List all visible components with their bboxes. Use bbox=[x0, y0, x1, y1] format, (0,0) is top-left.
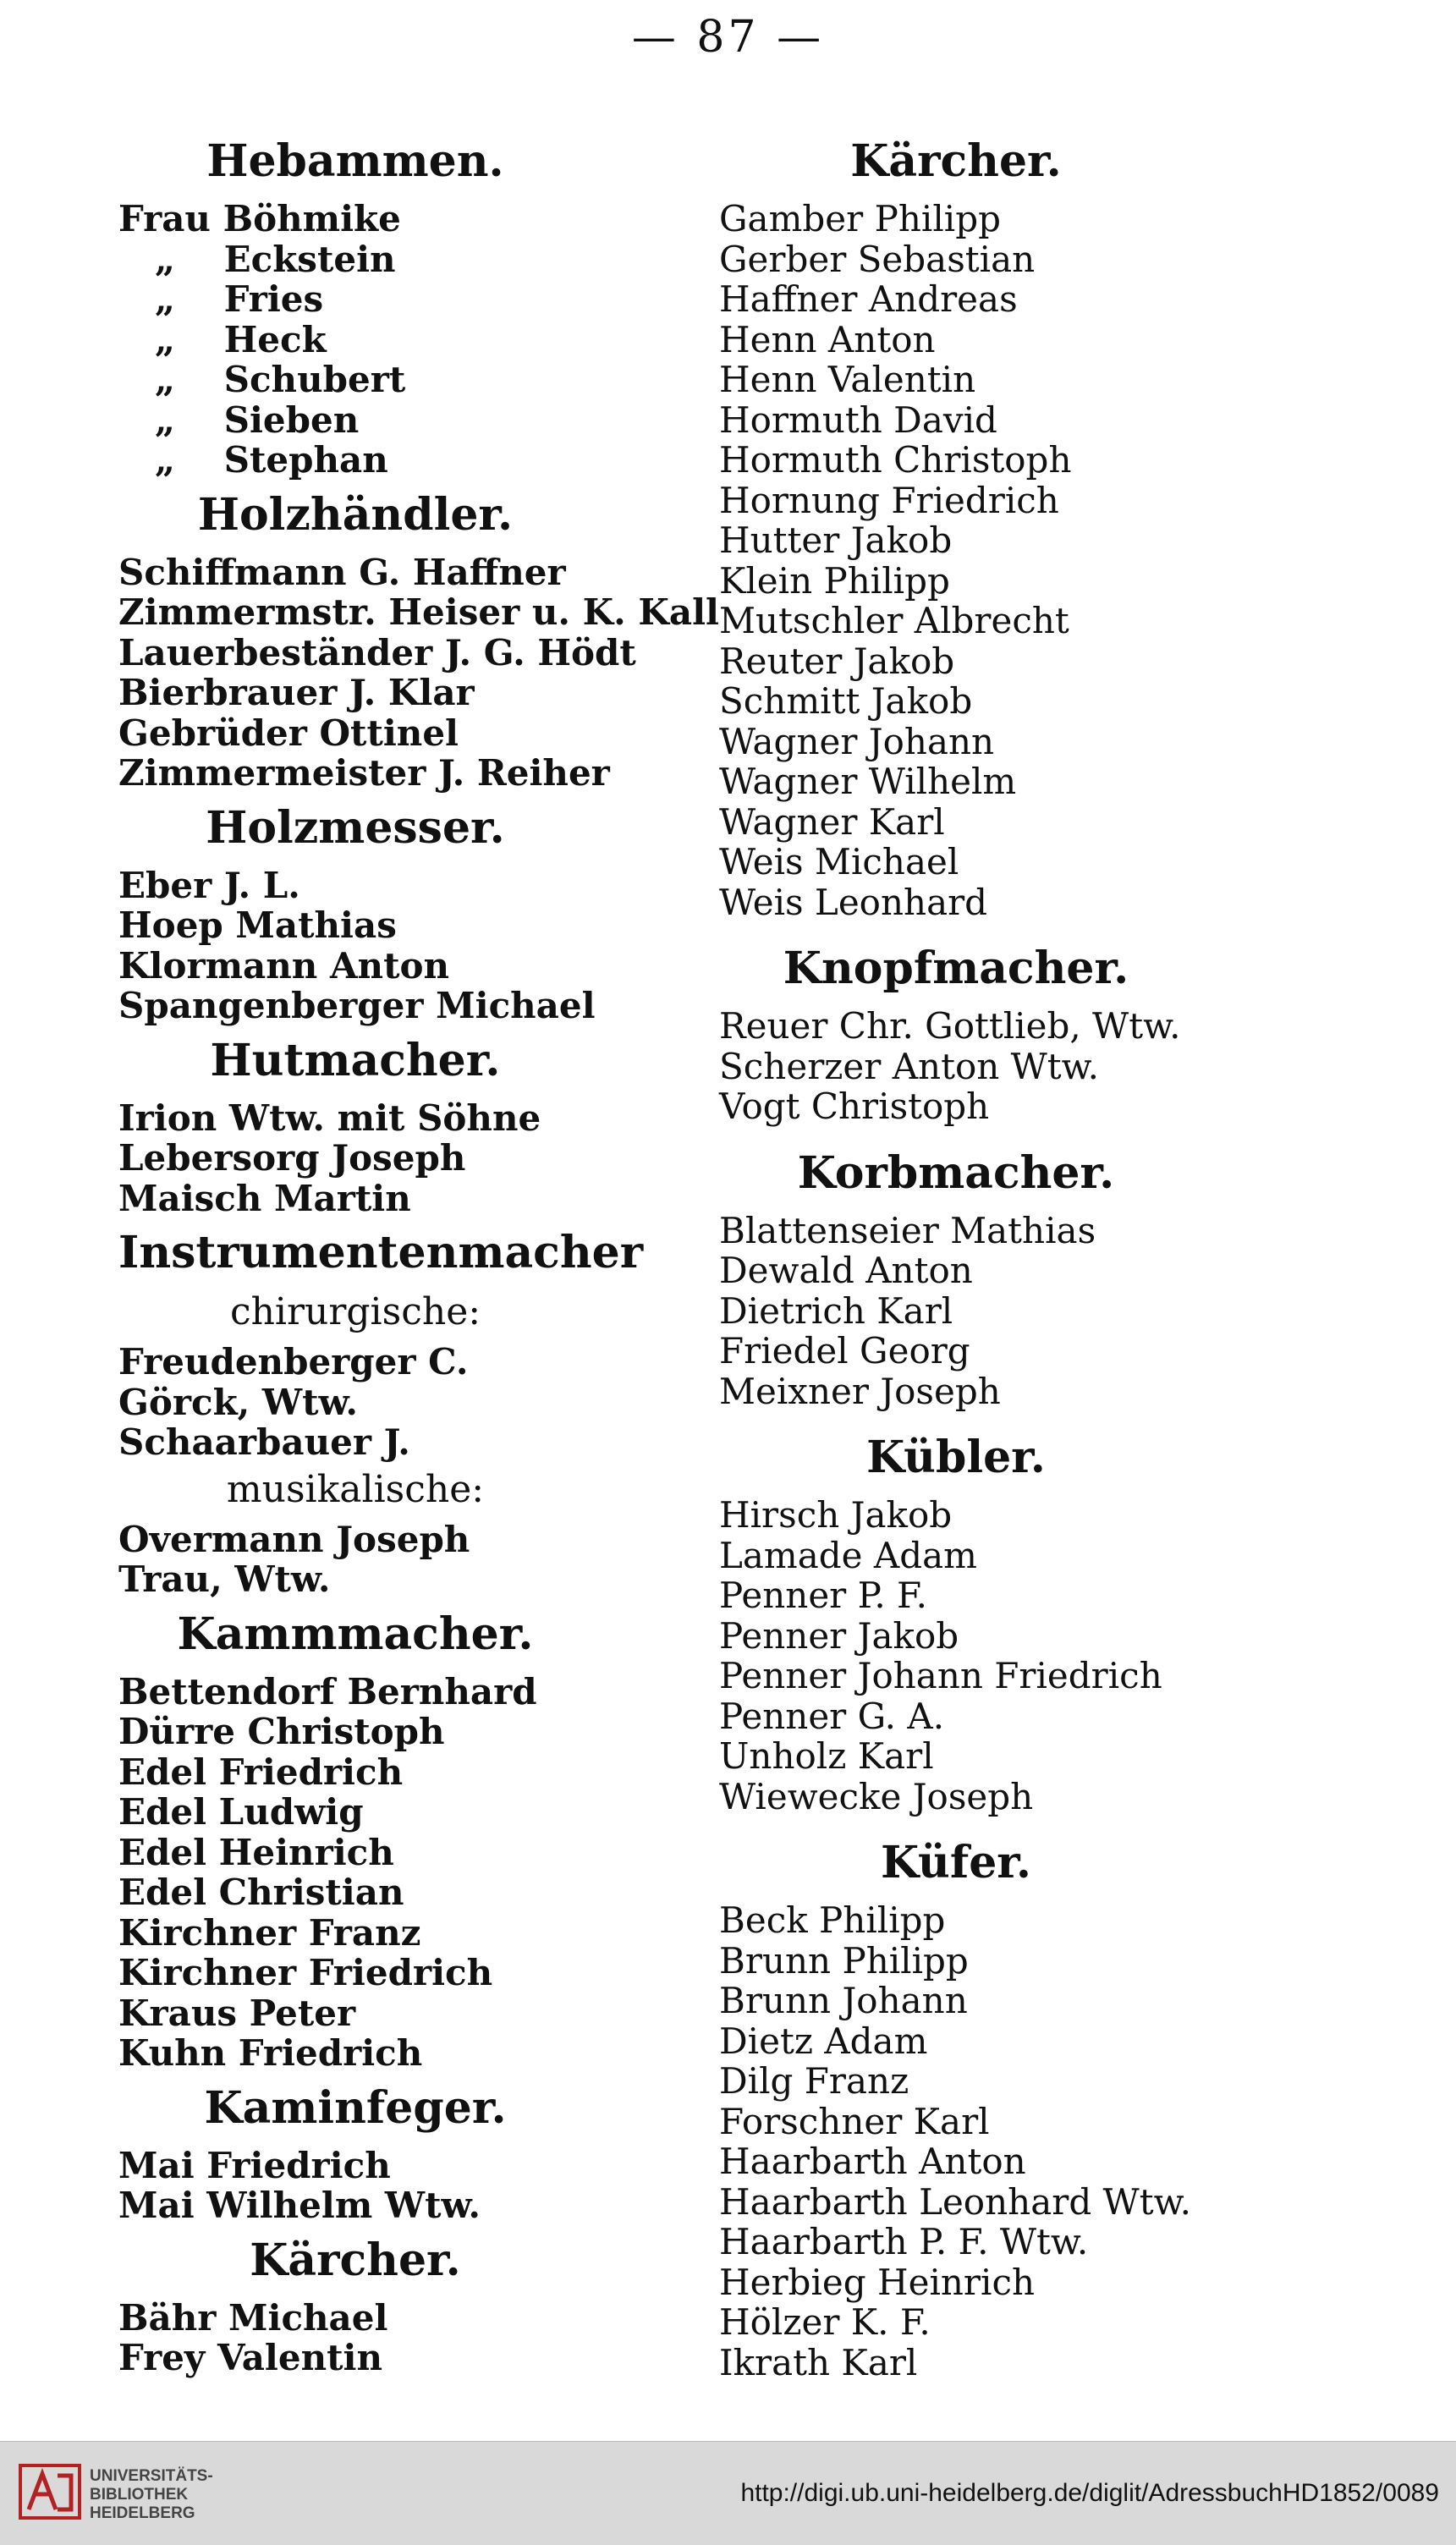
page-number: — 87 — bbox=[631, 12, 825, 63]
list-item: Haffner Andreas bbox=[719, 278, 1018, 320]
entry-list bbox=[719, 1211, 1311, 1412]
list-item: Herbieg Heinrich bbox=[719, 2261, 1036, 2303]
list-item: Eber J. L. bbox=[118, 864, 300, 906]
list-item: Meixner Joseph bbox=[719, 1370, 1001, 1412]
source-url-link[interactable]: http://digi.ub.uni-heidelberg.de/diglit/AdressbuchHD1852/0089 bbox=[740, 2479, 1439, 2507]
section-heading: Knopfmacher. bbox=[783, 943, 1129, 994]
list-item: Weis Michael bbox=[719, 841, 959, 882]
list-item: Wagner Wilhelm bbox=[719, 761, 1017, 802]
list-item: Reuter Jakob bbox=[719, 640, 955, 682]
list-item: Forschner Karl bbox=[719, 2100, 990, 2142]
list-item: Dilg Franz bbox=[719, 2060, 909, 2102]
ditto-mark: „ bbox=[154, 439, 176, 481]
entry-list bbox=[118, 1672, 711, 2074]
list-item: Lamade Adam bbox=[719, 1534, 977, 1576]
ditto-mark: „ bbox=[154, 359, 176, 400]
list-item: Hoep Mathias bbox=[118, 904, 397, 946]
section-heading: Hutmacher. bbox=[210, 1034, 501, 1086]
entry-name: Schubert bbox=[223, 359, 406, 400]
entry-list bbox=[118, 199, 711, 481]
library-footer bbox=[0, 2441, 1456, 2545]
entry-name: Fries bbox=[223, 278, 324, 320]
list-item: Frey Valentin bbox=[118, 2337, 383, 2378]
entry-list bbox=[719, 199, 1311, 922]
right-column bbox=[719, 127, 1311, 2383]
list-item: Hormuth David bbox=[719, 399, 997, 441]
list-item: Hormuth Christoph bbox=[719, 439, 1072, 481]
section-heading: Instrumentenmacher bbox=[118, 1227, 644, 1278]
ditto-mark: „ bbox=[154, 278, 176, 320]
list-item: Trau, Wtw. bbox=[118, 1558, 331, 1600]
section-heading: Kaminfeger. bbox=[204, 2081, 507, 2134]
list-item: Wagner Johann bbox=[719, 720, 995, 762]
list-item: Hornung Friedrich bbox=[719, 479, 1059, 521]
list-item: Brunn Philipp bbox=[719, 1939, 969, 1982]
entry-list bbox=[118, 2146, 711, 2226]
list-item: Lauerbeständer J. G. Hödt bbox=[118, 631, 636, 673]
entry-list bbox=[118, 1520, 711, 1600]
list-item: Gamber Philipp bbox=[719, 198, 1001, 239]
list-item: Dewald Anton bbox=[719, 1250, 973, 1291]
list-item bbox=[118, 320, 711, 360]
section-heading: Holzhändler. bbox=[197, 488, 514, 541]
entry-list bbox=[118, 1342, 711, 1463]
entry-list bbox=[118, 1098, 711, 1219]
list-item: Schmitt Jakob bbox=[719, 680, 973, 722]
list-item: Maisch Martin bbox=[118, 1177, 411, 1219]
list-item: Wiewecke Joseph bbox=[719, 1775, 1034, 1817]
list-item: Klormann Anton bbox=[118, 944, 450, 987]
list-item bbox=[118, 279, 711, 320]
section-heading: Kübler. bbox=[866, 1432, 1046, 1483]
entry-name: Stephan bbox=[223, 439, 388, 481]
list-item: Spangenberger Michael bbox=[118, 985, 596, 1026]
list-item: Kirchner Friedrich bbox=[118, 1952, 493, 1993]
list-item: Irion Wtw. mit Söhne bbox=[118, 1097, 541, 1139]
section-heading: Hebammen. bbox=[206, 135, 504, 187]
section-heading: Korbmacher. bbox=[797, 1146, 1115, 1199]
list-item: Bettendorf Bernhard bbox=[118, 1670, 537, 1712]
list-item: Weis Leonhard bbox=[719, 881, 988, 923]
list-item bbox=[118, 239, 711, 280]
list-item: Lebersorg Joseph bbox=[118, 1137, 466, 1179]
list-item: Bähr Michael bbox=[118, 2296, 388, 2339]
entry-name: Böhmike bbox=[223, 198, 401, 239]
list-item: Zimmermeister J. Reiher bbox=[118, 752, 610, 794]
list-item: Kirchner Franz bbox=[118, 1911, 421, 1954]
left-column bbox=[118, 127, 719, 2378]
list-item: Haarbarth Anton bbox=[719, 2141, 1026, 2182]
list-item: Vogt Christoph bbox=[719, 1086, 990, 1127]
list-item: Reuer Chr. Gottlieb, Wtw. bbox=[719, 1005, 1181, 1047]
entry-name: Sieben bbox=[223, 399, 360, 441]
section-heading: Küfer. bbox=[880, 1837, 1032, 1888]
list-item: Penner Johann Friedrich bbox=[719, 1655, 1162, 1696]
list-item: Haarbarth P. F. Wtw. bbox=[719, 2221, 1089, 2262]
section-heading: Kärcher. bbox=[850, 135, 1062, 187]
entry-name: Heck bbox=[223, 318, 327, 360]
list-item: Schiffmann G. Haffner bbox=[118, 551, 566, 593]
list-item: Hölzer K. F. bbox=[719, 2301, 931, 2343]
list-item: Mai Friedrich bbox=[118, 2144, 391, 2186]
list-item: Kuhn Friedrich bbox=[118, 2032, 423, 2074]
list-item: Brunn Johann bbox=[719, 1980, 968, 2021]
list-item: Gerber Sebastian bbox=[719, 238, 1036, 280]
list-item bbox=[118, 360, 711, 400]
list-item: Ikrath Karl bbox=[719, 2341, 918, 2383]
library-name bbox=[90, 2467, 213, 2523]
list-item: Gebrüder Ottinel bbox=[118, 712, 459, 754]
list-item: Penner P. F. bbox=[719, 1575, 928, 1616]
list-item: Penner G. A. bbox=[719, 1695, 945, 1737]
section-heading: Kammmacher. bbox=[177, 1608, 534, 1660]
list-item: Schaarbauer J. bbox=[118, 1421, 410, 1463]
list-item: Dürre Christoph bbox=[118, 1711, 445, 1752]
list-item: Freudenberger C. bbox=[118, 1341, 469, 1382]
entry-list bbox=[719, 1006, 1311, 1127]
section-heading: Holzmesser. bbox=[206, 801, 505, 854]
list-item: Edel Ludwig bbox=[118, 1791, 364, 1833]
entry-list bbox=[719, 1900, 1311, 2383]
list-item: Bierbrauer J. Klar bbox=[118, 672, 475, 713]
list-item: Görck, Wtw. bbox=[118, 1381, 359, 1423]
section-heading: Kärcher. bbox=[250, 2234, 461, 2286]
list-item: Hutter Jakob bbox=[719, 519, 953, 561]
list-item: Penner Jakob bbox=[719, 1614, 959, 1657]
list-item: Edel Christian bbox=[118, 1872, 404, 1913]
subsection-heading: chirurgische: bbox=[229, 1290, 481, 1333]
library-name-line: BIBLIOTHEK bbox=[90, 2486, 189, 2504]
list-item: Zimmermstr. Heiser u. K. Kall bbox=[118, 591, 719, 633]
entry-list bbox=[118, 2298, 711, 2378]
entry-list bbox=[719, 1495, 1311, 1817]
entry-list bbox=[118, 866, 711, 1026]
list-item: Mutschler Albrecht bbox=[719, 600, 1069, 641]
list-item: Edel Friedrich bbox=[118, 1751, 404, 1793]
list-item bbox=[118, 199, 711, 239]
list-item: Henn Anton bbox=[719, 318, 936, 360]
entry-name: Eckstein bbox=[223, 238, 396, 280]
list-item: Unholz Karl bbox=[719, 1735, 934, 1777]
list-item: Wagner Karl bbox=[719, 800, 945, 843]
list-item: Henn Valentin bbox=[719, 359, 976, 400]
subsection-heading: musikalische: bbox=[226, 1467, 485, 1511]
list-item bbox=[118, 400, 711, 441]
library-name-line: UNIVERSITÄTS- bbox=[90, 2467, 213, 2485]
list-item: Klein Philipp bbox=[719, 559, 950, 602]
ditto-mark: „ bbox=[154, 238, 176, 280]
list-item: Overmann Joseph bbox=[118, 1518, 470, 1560]
list-item: Blattenseier Mathias bbox=[719, 1209, 1096, 1251]
ditto-mark: „ bbox=[154, 399, 176, 441]
list-item: Scherzer Anton Wtw. bbox=[719, 1045, 1099, 1087]
ditto-mark: „ bbox=[154, 318, 176, 360]
list-item: Dietrich Karl bbox=[719, 1289, 953, 1332]
entry-list bbox=[118, 551, 719, 794]
list-item: Mai Wilhelm Wtw. bbox=[118, 2185, 481, 2226]
list-item: Edel Heinrich bbox=[118, 1831, 394, 1873]
list-item: Beck Philipp bbox=[719, 1899, 946, 1941]
library-name-line: HEIDELBERG bbox=[90, 2504, 195, 2522]
list-item: Dietz Adam bbox=[719, 2020, 928, 2062]
entry-prefix: Frau bbox=[118, 198, 211, 239]
library-logo-icon bbox=[17, 2459, 83, 2525]
list-item: Friedel Georg bbox=[719, 1330, 970, 1371]
list-item: Haarbarth Leonhard Wtw. bbox=[719, 2180, 1191, 2223]
list-item bbox=[118, 440, 711, 481]
list-item: Kraus Peter bbox=[118, 1992, 356, 2034]
list-item: Hirsch Jakob bbox=[719, 1494, 953, 1536]
